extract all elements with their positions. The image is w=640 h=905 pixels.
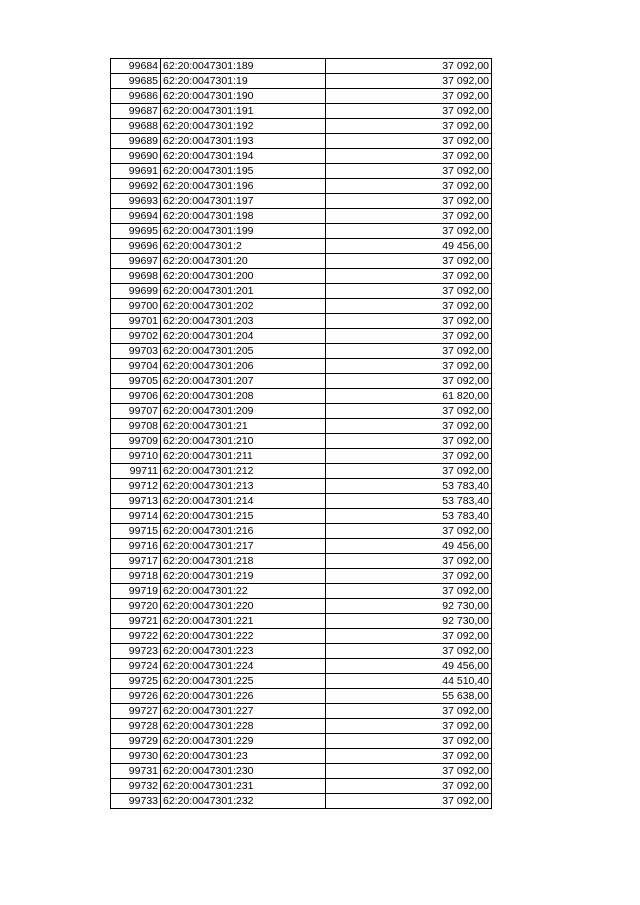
cadastral-number-cell: 62:20:0047301:221 — [161, 614, 326, 629]
cadastral-value-cell: 53 783,40 — [326, 494, 492, 509]
cadastral-value-cell: 55 638,00 — [326, 689, 492, 704]
cadastral-number-cell: 62:20:0047301:23 — [161, 749, 326, 764]
cadastral-value-cell: 37 092,00 — [326, 269, 492, 284]
cadastral-value-cell: 37 092,00 — [326, 209, 492, 224]
cadastral-value-cell: 37 092,00 — [326, 134, 492, 149]
cadastral-number-cell: 62:20:0047301:223 — [161, 644, 326, 659]
cadastral-number-cell: 62:20:0047301:194 — [161, 149, 326, 164]
cadastral-value-cell: 37 092,00 — [326, 299, 492, 314]
cadastral-value-cell: 37 092,00 — [326, 419, 492, 434]
row-number-cell: 99729 — [111, 734, 161, 749]
table-row — [111, 314, 492, 329]
row-number-cell: 99718 — [111, 569, 161, 584]
cadastral-value-cell: 37 092,00 — [326, 119, 492, 134]
cadastral-value-cell: 49 456,00 — [326, 539, 492, 554]
cadastral-number-cell: 62:20:0047301:19 — [161, 74, 326, 89]
row-number-cell: 99700 — [111, 299, 161, 314]
table-row — [111, 149, 492, 164]
row-number-cell: 99689 — [111, 134, 161, 149]
table-row — [111, 404, 492, 419]
table-row — [111, 464, 492, 479]
cadastral-value-table — [110, 58, 492, 809]
cadastral-number-cell: 62:20:0047301:212 — [161, 464, 326, 479]
cadastral-number-cell: 62:20:0047301:229 — [161, 734, 326, 749]
row-number-cell: 99726 — [111, 689, 161, 704]
row-number-cell: 99702 — [111, 329, 161, 344]
cadastral-number-cell: 62:20:0047301:209 — [161, 404, 326, 419]
table-row — [111, 299, 492, 314]
cadastral-number-cell: 62:20:0047301:197 — [161, 194, 326, 209]
cadastral-value-cell: 37 092,00 — [326, 149, 492, 164]
table-row — [111, 629, 492, 644]
cadastral-value-cell: 44 510,40 — [326, 674, 492, 689]
table-row — [111, 524, 492, 539]
table-row — [111, 734, 492, 749]
table-row — [111, 614, 492, 629]
row-number-cell: 99692 — [111, 179, 161, 194]
table-row — [111, 749, 492, 764]
cadastral-value-cell: 37 092,00 — [326, 344, 492, 359]
cadastral-number-cell: 62:20:0047301:190 — [161, 89, 326, 104]
row-number-cell: 99727 — [111, 704, 161, 719]
cadastral-number-cell: 62:20:0047301:213 — [161, 479, 326, 494]
cadastral-number-cell: 62:20:0047301:208 — [161, 389, 326, 404]
cadastral-value-cell: 37 092,00 — [326, 569, 492, 584]
cadastral-number-cell: 62:20:0047301:224 — [161, 659, 326, 674]
cadastral-value-cell: 49 456,00 — [326, 239, 492, 254]
cadastral-value-cell: 37 092,00 — [326, 764, 492, 779]
cadastral-value-cell: 37 092,00 — [326, 404, 492, 419]
table-row — [111, 689, 492, 704]
cadastral-number-cell: 62:20:0047301:195 — [161, 164, 326, 179]
table-row — [111, 704, 492, 719]
table-body — [111, 59, 492, 809]
cadastral-number-cell: 62:20:0047301:199 — [161, 224, 326, 239]
table-row — [111, 104, 492, 119]
row-number-cell: 99686 — [111, 89, 161, 104]
cadastral-value-cell: 37 092,00 — [326, 314, 492, 329]
cadastral-value-cell: 92 730,00 — [326, 599, 492, 614]
cadastral-number-cell: 62:20:0047301:227 — [161, 704, 326, 719]
row-number-cell: 99705 — [111, 374, 161, 389]
cadastral-value-cell: 37 092,00 — [326, 644, 492, 659]
row-number-cell: 99691 — [111, 164, 161, 179]
cadastral-value-cell: 37 092,00 — [326, 164, 492, 179]
cadastral-value-cell: 37 092,00 — [326, 374, 492, 389]
table-row — [111, 389, 492, 404]
table-row — [111, 254, 492, 269]
row-number-cell: 99712 — [111, 479, 161, 494]
table-row — [111, 449, 492, 464]
cadastral-value-cell: 37 092,00 — [326, 74, 492, 89]
row-number-cell: 99707 — [111, 404, 161, 419]
cadastral-value-cell: 37 092,00 — [326, 179, 492, 194]
row-number-cell: 99704 — [111, 359, 161, 374]
cadastral-value-cell: 37 092,00 — [326, 449, 492, 464]
cadastral-number-cell: 62:20:0047301:192 — [161, 119, 326, 134]
cadastral-number-cell: 62:20:0047301:203 — [161, 314, 326, 329]
cadastral-value-cell: 92 730,00 — [326, 614, 492, 629]
cadastral-number-cell: 62:20:0047301:200 — [161, 269, 326, 284]
row-number-cell: 99697 — [111, 254, 161, 269]
cadastral-number-cell: 62:20:0047301:207 — [161, 374, 326, 389]
row-number-cell: 99693 — [111, 194, 161, 209]
cadastral-number-cell: 62:20:0047301:226 — [161, 689, 326, 704]
row-number-cell: 99685 — [111, 74, 161, 89]
row-number-cell: 99713 — [111, 494, 161, 509]
cadastral-value-cell: 37 092,00 — [326, 749, 492, 764]
row-number-cell: 99722 — [111, 629, 161, 644]
row-number-cell: 99699 — [111, 284, 161, 299]
table-row — [111, 779, 492, 794]
row-number-cell: 99696 — [111, 239, 161, 254]
table-row — [111, 179, 492, 194]
cadastral-value-cell: 37 092,00 — [326, 329, 492, 344]
cadastral-number-cell: 62:20:0047301:201 — [161, 284, 326, 299]
cadastral-number-cell: 62:20:0047301:228 — [161, 719, 326, 734]
table-row — [111, 329, 492, 344]
table-row — [111, 659, 492, 674]
cadastral-number-cell: 62:20:0047301:225 — [161, 674, 326, 689]
cadastral-number-cell: 62:20:0047301:216 — [161, 524, 326, 539]
table-row — [111, 224, 492, 239]
row-number-cell: 99714 — [111, 509, 161, 524]
table-row — [111, 239, 492, 254]
row-number-cell: 99725 — [111, 674, 161, 689]
cadastral-number-cell: 62:20:0047301:231 — [161, 779, 326, 794]
table-row — [111, 674, 492, 689]
cadastral-number-cell: 62:20:0047301:232 — [161, 794, 326, 809]
cadastral-number-cell: 62:20:0047301:230 — [161, 764, 326, 779]
row-number-cell: 99724 — [111, 659, 161, 674]
table-row — [111, 599, 492, 614]
table-row — [111, 164, 492, 179]
cadastral-number-cell: 62:20:0047301:214 — [161, 494, 326, 509]
cadastral-value-cell: 53 783,40 — [326, 509, 492, 524]
table-row — [111, 479, 492, 494]
cadastral-value-cell: 37 092,00 — [326, 584, 492, 599]
table-row — [111, 134, 492, 149]
cadastral-number-cell: 62:20:0047301:215 — [161, 509, 326, 524]
cadastral-value-cell: 37 092,00 — [326, 434, 492, 449]
cadastral-number-cell: 62:20:0047301:22 — [161, 584, 326, 599]
row-number-cell: 99715 — [111, 524, 161, 539]
row-number-cell: 99731 — [111, 764, 161, 779]
cadastral-value-cell: 37 092,00 — [326, 524, 492, 539]
cadastral-value-cell: 37 092,00 — [326, 464, 492, 479]
table-row — [111, 644, 492, 659]
cadastral-value-cell: 37 092,00 — [326, 359, 492, 374]
cadastral-value-cell: 37 092,00 — [326, 554, 492, 569]
cadastral-number-cell: 62:20:0047301:202 — [161, 299, 326, 314]
cadastral-number-cell: 62:20:0047301:2 — [161, 239, 326, 254]
cadastral-value-cell: 61 820,00 — [326, 389, 492, 404]
row-number-cell: 99716 — [111, 539, 161, 554]
cadastral-value-cell: 37 092,00 — [326, 704, 492, 719]
cadastral-number-cell: 62:20:0047301:191 — [161, 104, 326, 119]
row-number-cell: 99711 — [111, 464, 161, 479]
table-row — [111, 374, 492, 389]
cadastral-value-cell: 37 092,00 — [326, 104, 492, 119]
cadastral-number-cell: 62:20:0047301:20 — [161, 254, 326, 269]
table-row — [111, 539, 492, 554]
cadastral-value-cell: 37 092,00 — [326, 284, 492, 299]
row-number-cell: 99720 — [111, 599, 161, 614]
table-row — [111, 284, 492, 299]
row-number-cell: 99717 — [111, 554, 161, 569]
row-number-cell: 99723 — [111, 644, 161, 659]
row-number-cell: 99719 — [111, 584, 161, 599]
cadastral-number-cell: 62:20:0047301:196 — [161, 179, 326, 194]
row-number-cell: 99688 — [111, 119, 161, 134]
row-number-cell: 99706 — [111, 389, 161, 404]
cadastral-number-cell: 62:20:0047301:205 — [161, 344, 326, 359]
table-row — [111, 89, 492, 104]
row-number-cell: 99733 — [111, 794, 161, 809]
row-number-cell: 99708 — [111, 419, 161, 434]
cadastral-value-cell: 37 092,00 — [326, 194, 492, 209]
row-number-cell: 99703 — [111, 344, 161, 359]
cadastral-number-cell: 62:20:0047301:220 — [161, 599, 326, 614]
cadastral-value-cell: 37 092,00 — [326, 629, 492, 644]
row-number-cell: 99698 — [111, 269, 161, 284]
cadastral-value-cell: 37 092,00 — [326, 734, 492, 749]
row-number-cell: 99701 — [111, 314, 161, 329]
cadastral-value-cell: 37 092,00 — [326, 59, 492, 74]
cadastral-value-cell: 37 092,00 — [326, 794, 492, 809]
cadastral-number-cell: 62:20:0047301:218 — [161, 554, 326, 569]
cadastral-value-cell: 49 456,00 — [326, 659, 492, 674]
cadastral-number-cell: 62:20:0047301:189 — [161, 59, 326, 74]
table-row — [111, 344, 492, 359]
cadastral-number-cell: 62:20:0047301:206 — [161, 359, 326, 374]
cadastral-number-cell: 62:20:0047301:198 — [161, 209, 326, 224]
row-number-cell: 99710 — [111, 449, 161, 464]
table-row — [111, 764, 492, 779]
table-row — [111, 509, 492, 524]
cadastral-number-cell: 62:20:0047301:219 — [161, 569, 326, 584]
table-row — [111, 569, 492, 584]
row-number-cell: 99690 — [111, 149, 161, 164]
cadastral-number-cell: 62:20:0047301:210 — [161, 434, 326, 449]
row-number-cell: 99732 — [111, 779, 161, 794]
table-row — [111, 269, 492, 284]
row-number-cell: 99695 — [111, 224, 161, 239]
cadastral-number-cell: 62:20:0047301:21 — [161, 419, 326, 434]
table-row — [111, 554, 492, 569]
row-number-cell: 99728 — [111, 719, 161, 734]
cadastral-value-cell: 37 092,00 — [326, 779, 492, 794]
cadastral-value-cell: 37 092,00 — [326, 719, 492, 734]
cadastral-value-cell: 53 783,40 — [326, 479, 492, 494]
table-row — [111, 59, 492, 74]
cadastral-number-cell: 62:20:0047301:193 — [161, 134, 326, 149]
table-row — [111, 359, 492, 374]
row-number-cell: 99730 — [111, 749, 161, 764]
cadastral-value-cell: 37 092,00 — [326, 254, 492, 269]
row-number-cell: 99687 — [111, 104, 161, 119]
row-number-cell: 99709 — [111, 434, 161, 449]
cadastral-value-cell: 37 092,00 — [326, 224, 492, 239]
row-number-cell: 99694 — [111, 209, 161, 224]
table-row — [111, 74, 492, 89]
table-row — [111, 794, 492, 809]
cadastral-value-cell: 37 092,00 — [326, 89, 492, 104]
cadastral-number-cell: 62:20:0047301:204 — [161, 329, 326, 344]
row-number-cell: 99721 — [111, 614, 161, 629]
cadastral-number-cell: 62:20:0047301:217 — [161, 539, 326, 554]
table-row — [111, 119, 492, 134]
cadastral-number-cell: 62:20:0047301:222 — [161, 629, 326, 644]
table-row — [111, 209, 492, 224]
cadastral-number-cell: 62:20:0047301:211 — [161, 449, 326, 464]
table-row — [111, 419, 492, 434]
table-row — [111, 719, 492, 734]
table-row — [111, 494, 492, 509]
table-row — [111, 434, 492, 449]
table-row — [111, 194, 492, 209]
table-row — [111, 584, 492, 599]
row-number-cell: 99684 — [111, 59, 161, 74]
